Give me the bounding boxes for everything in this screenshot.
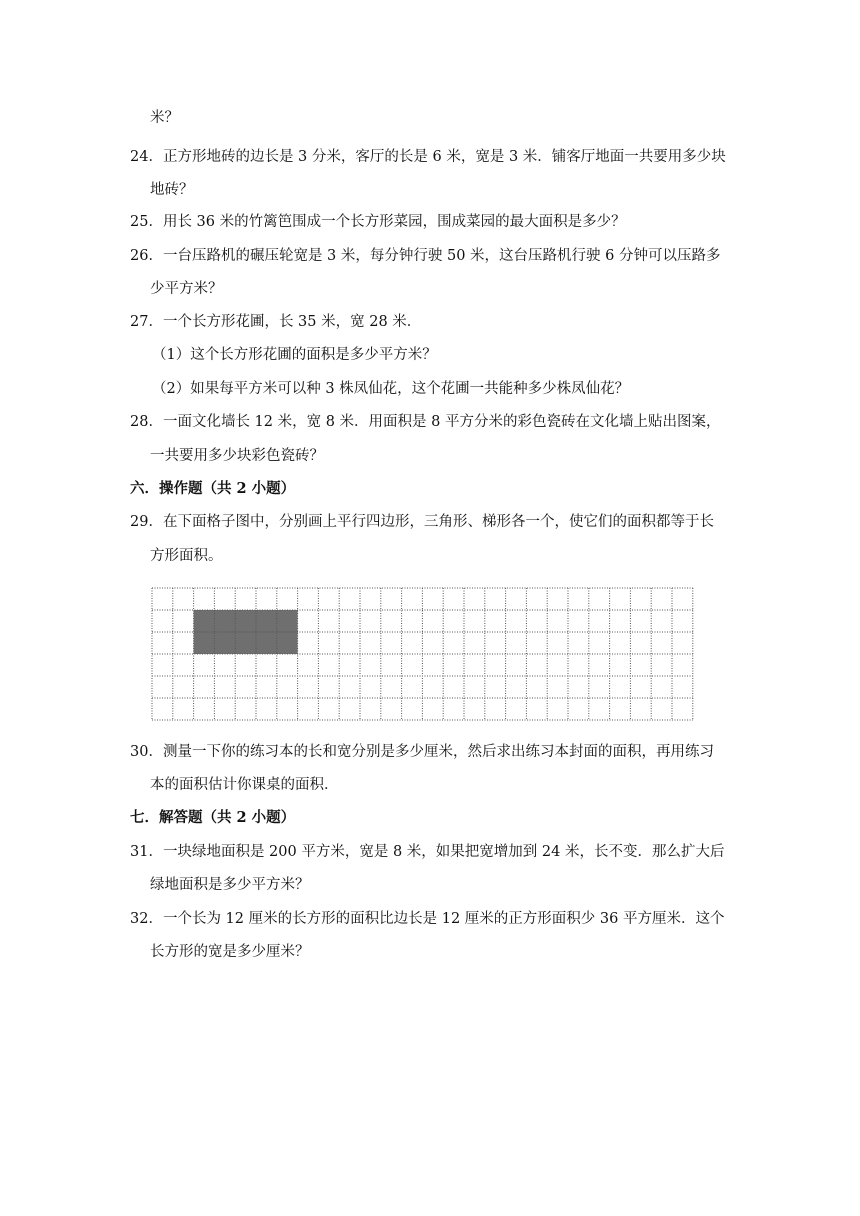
question-27-part-1: （1）这个长方形花圃的面积是多少平方米？: [152, 347, 437, 363]
question-31: 31．一块绿地面积是 200 平方米，宽是 8 米，如果把宽增加到 24 米，长不变．那么扩大后: [130, 844, 725, 860]
question-30: 30．测量一下你的练习本的长和宽分别是多少厘米，然后求出练习本封面的面积，再用练习: [130, 744, 714, 760]
text-line: 地砖？: [150, 182, 194, 198]
question-26: 26．一台压路机的碾压轮宽是 3 米，每分钟行驶 50 米，这台压路机行驶 6 分钟可以压路多: [130, 248, 721, 264]
question-24: 24．正方形地砖的边长是 3 分米，客厅的长是 6 米，宽是 3 米．铺客厅地面一共要用多少块: [130, 149, 726, 165]
text-line: 绿地面积是多少平方米？: [150, 877, 310, 893]
text-line: 少平方米？: [150, 281, 223, 297]
question-27: 27．一个长方形花圃，长 35 米，宽 28 米．: [130, 314, 422, 330]
text-line: 长方形的宽是多少厘米？: [150, 944, 310, 960]
question-27-part-2: （2）如果每平方米可以种 3 株凤仙花，这个花圃一共能种多少株凤仙花？: [152, 381, 630, 397]
text-line: 一共要用多少块彩色瓷砖？: [150, 448, 324, 464]
question-28: 28．一面文化墙长 12 米，宽 8 米．用面积是 8 平方分米的彩色瓷砖在文化墙上贴出图案，: [130, 414, 721, 430]
text-line: 本的面积估计你课桌的面积．: [150, 777, 339, 793]
question-32: 32．一个长为 12 厘米的长方形的面积比边长是 12 厘米的正方形面积少 36 平方厘米．这个: [130, 911, 725, 927]
text-line: 米？: [150, 110, 179, 126]
grid-figure: [151, 587, 696, 722]
question-25: 25．用长 36 米的竹篱笆围成一个长方形菜园，围成菜园的最大面积是多少？: [130, 214, 626, 230]
text-line: 方形面积。: [150, 548, 223, 564]
question-29: 29．在下面格子图中，分别画上平行四边形，三角形、梯形各一个，使它们的面积都等于长: [130, 514, 714, 530]
section-heading-6: 六．操作题（共 2 小题）: [130, 480, 296, 497]
section-heading-7: 七．解答题（共 2 小题）: [130, 809, 296, 826]
